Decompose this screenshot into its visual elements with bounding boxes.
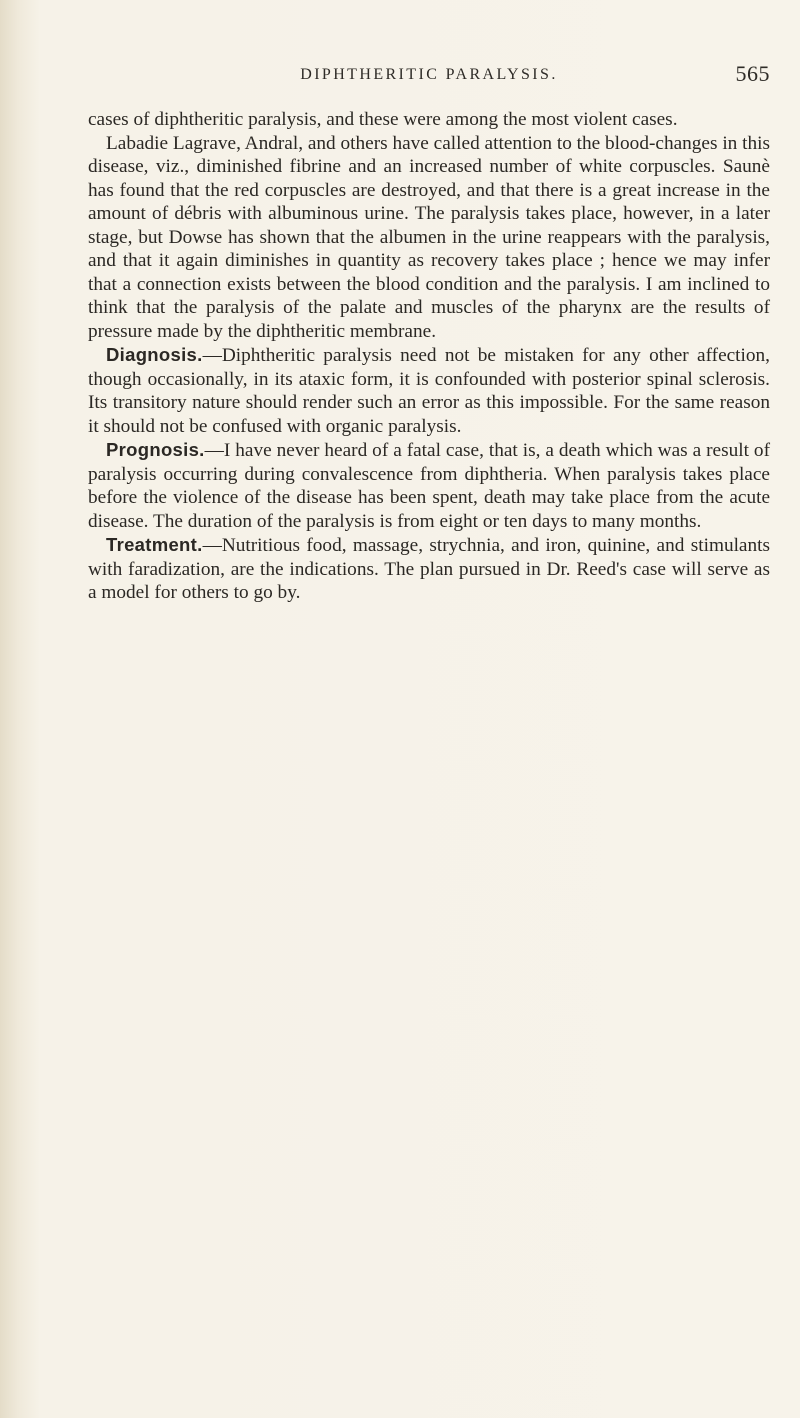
- treatment-heading: Treatment.: [106, 534, 203, 555]
- prognosis-text: —I have never heard of a fatal case, that is, a death which was a result of paralysis occurring during convalescence from diphtheria. When paralysis takes place before the violence of the disease has been spent, death may take place from the acute disease. The duration of the paralysis is from eight or ten days to many months.: [88, 440, 770, 532]
- paragraph-diagnosis: [88, 343, 770, 438]
- page-number: 565: [735, 61, 770, 86]
- diagnosis-text: —Diphtheritic paralysis need not be mistaken for any other affection, though occasionally, in its ataxic form, it is confounded with posterior spinal sclerosis. Its transitory nature should render such an error as this impossible. For the same reason it should not be confused with organic paralysis.: [88, 345, 770, 437]
- page-header: [88, 61, 770, 92]
- prognosis-heading: Prognosis.: [106, 439, 205, 460]
- paragraph-treatment: [88, 533, 770, 605]
- treatment-text: —Nutritious food, massage, strychnia, and iron, quinine, and stimulants with faradization, are the indications. The plan pursued in Dr. Reed's case will serve as a model for others to go by.: [88, 535, 770, 603]
- body-text: [88, 108, 770, 605]
- diagnosis-heading: Diagnosis.: [106, 344, 203, 365]
- paragraph-continuation: cases of diphtheritic paralysis, and these were among the most violent cases.: [88, 109, 678, 130]
- paragraph-prognosis: [88, 438, 770, 533]
- paragraph-blood-changes: Labadie Lagrave, Andral, and others have called attention to the blood-changes in this disease, viz., diminished fibrine and an increased number of white corpuscles. Saunè has found that the red corpuscles are destroyed, and that there is a great increase in the amount of débris with albuminous urine. The paralysis takes place, however, in a later stage, but Dowse has shown that the albumen in the urine reappears with the paralysis, and that it again diminishes in quantity as recovery takes place ; hence we may infer that a connection exists between the blood condition and the paralysis. I am inclined to think that the paralysis of the palate and muscles of the pharynx are the results of pressure made by the diphtheritic membrane.: [88, 132, 770, 342]
- running-head: DIPHTHERITIC PARALYSIS.: [300, 66, 558, 83]
